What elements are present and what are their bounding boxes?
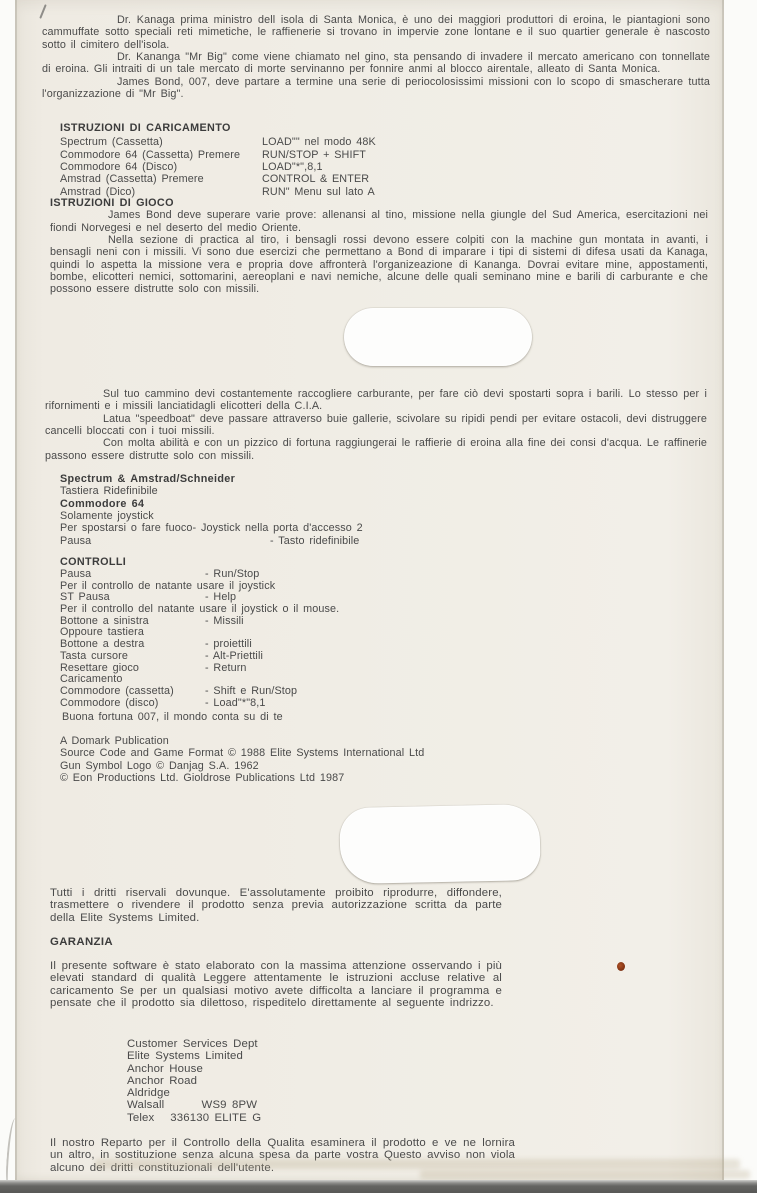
address-line: Elite Systems Limited [127, 1050, 244, 1063]
credit-line: © Eon Productions Ltd. Gioldrose Publications Ltd 1987 [60, 772, 345, 785]
rust-stain [617, 962, 625, 971]
control-action: Per il controllo de natante usare il joystick [60, 579, 276, 592]
warranty-body: Il presente software è stato elaborato con la massima attenzione osservando i più elevati standard di qualità Leggere attentamente le istruzioni accluse relative al caricamento Se per un qualsiasi motivo avete difficolta a lanciare il programma e pensate che il prodotto sia dilettoso, rispeditelo direttamente al seguente indrizzo. [50, 960, 502, 1009]
address-line: Anchor Road [127, 1074, 198, 1087]
rights-notice: Tutti i dritti riservali dovunque. E'assolutamente proibito riprodurre, diffondere, trasmettere o rivendere il prodotto senza previa autorizzazione scritta da parte della Elite Systems Limited. [50, 887, 502, 924]
game-paragraph: Nella sezione di practica al tiro, i bensagli rossi devono essere colpiti con la machine gun montata in avanti, i bensagli neni con i missili. Vi sono due esercizi che permettano a Bond di imparare i tipi di sistemi di difesa usati da Kanaga, quindi lo aspetta la missione vera e propria dove affronterà l'organizeazione di Kananga. Dovrai evitare mine, appostamenti, bombe, elicotteri nemici, sottomarini, aereoplani e navi nemiche, alcune delle quali seminano mine e barili di carburante e che possono essere distrutte solo con missili. [50, 234, 708, 296]
warranty-footer: Il nostro Reparto per il Controllo della Qualita esaminera il prodotto e ve ne lornira un altro, in sostituzione senza alcuna spesa da parte vostra Questo avviso non viola alcuno dei dritti constituzionali dell'utente. [50, 1137, 515, 1174]
address-line: Customer Services Dept [127, 1038, 258, 1050]
control-action: Bottone a sinistra [60, 614, 149, 627]
address-block [127, 1038, 447, 1124]
story-paragraph: James Bond, 007, deve partare a termine una serie di periocolosissimi missioni con lo scopo di smascherare tutta l'organizzazione di "Mr Big". [42, 75, 710, 101]
loading-platform: Commodore 64 (Disco) [60, 161, 178, 174]
control-row [60, 697, 660, 709]
section-loading-instructions [60, 122, 620, 198]
control-key: - Alt-Priettili [205, 649, 263, 662]
platforms-line: Per spostarsi o fare fuoco- Joystick nella porta d'accesso 2 [60, 522, 363, 535]
control-action: Bottone a destra [60, 638, 145, 651]
control-key: - Run/Stop [205, 568, 260, 580]
section-story [42, 14, 710, 100]
loading-row [60, 149, 620, 161]
control-action: ST Pausa [60, 591, 110, 604]
platforms-line: Tastiera Ridefinibile [60, 485, 158, 498]
journey-paragraph: Latua "speedboat" deve passare attraverso buie gallerie, scivolare su ripidi pendi per evitare ostacoli, devi distruggere cancelli bloccati con i tuoi missili. [45, 412, 707, 438]
platforms-heading-spectrum: Spectrum & Amstrad/Schneider [60, 473, 236, 485]
control-key: - proiettili [205, 638, 252, 651]
control-key: - Shift e Run/Stop [205, 684, 298, 697]
story-paragraph: Dr. Kanaga prima ministro dell isola di Santa Monica, è uno dei maggiori produttori di eroina, le piantagioni sono cammuffate sotto speciali reti mimetiche, le raffienerie si trovano in impervie zone lontane e il suo quartier generale è nascosto sotto il cimitero dell'isola. [42, 14, 710, 51]
control-key: - Help [205, 591, 237, 604]
loading-platform: Spectrum (Cassetta) [60, 136, 163, 149]
scan-bottom-band [0, 1180, 757, 1193]
address-line: Anchor House [127, 1062, 203, 1075]
control-action: Resettare gioco [60, 661, 140, 674]
loading-command: RUN/STOP + SHIFT [262, 148, 367, 161]
journey-paragraph: Sul tuo cammino devi costantemente raccogliere carburante, per fare ciò devi spostarti sopra i barili. Lo stesso per i rifornimenti e i missili lanciatidagli elicotteri della C.I.A. [45, 388, 707, 413]
die-cut-hole [339, 804, 541, 884]
control-action: Caricamento [60, 673, 123, 686]
control-key: - Missili [205, 614, 244, 627]
control-action: Per il controllo del natante usare il joystick o il mouse. [60, 603, 340, 616]
section-credits [60, 735, 620, 784]
control-row [60, 638, 660, 650]
control-action: Commodore (cassetta) [60, 684, 174, 697]
section-journey [45, 388, 707, 462]
address-line: Aldridge [127, 1087, 170, 1099]
platforms-pause-label: Pausa [60, 534, 92, 547]
ghost-print-showthrough [420, 1170, 750, 1179]
game-instructions-title: ISTRUZIONI DI GIOCO [50, 197, 174, 209]
control-row [60, 650, 660, 662]
ghost-print-showthrough [95, 1159, 740, 1169]
loading-row [60, 173, 620, 185]
loading-platform: Amstrad (Cassetta) Premere [60, 173, 204, 186]
loading-command: RUN" Menu sul lato A [262, 185, 375, 198]
good-luck-line: Buona fortuna 007, il mondo conta su di te [62, 711, 283, 723]
control-row [60, 615, 660, 627]
credit-line: Gun Symbol Logo © Danjag S.A. 1962 [60, 759, 259, 772]
control-key: - Return [205, 661, 247, 674]
loading-command: LOAD"*",8,1 [262, 161, 323, 174]
control-row [60, 603, 660, 615]
die-cut-hole [344, 308, 532, 366]
section-game-instructions [50, 197, 708, 296]
control-row [60, 568, 660, 580]
story-paragraph: Dr. Kananga "Mr Big" come viene chiamato nel gino, sta pensando di invadere il mercato americano con tonnellate di eroina. Gli intraiti di un tale mercato di morte servinanno per fonnire anmi al blocco airentale, alleato di Santa Monica. [42, 51, 710, 76]
journey-paragraph: Con molta abilità e con un pizzico di fortuna raggiungerai le raffierie di eroina alla fine dei consi d'acqua. Le raffinerie passono essere distrutte solo con missili. [45, 437, 707, 462]
control-action: Commodore (disco) [60, 696, 159, 709]
platforms-heading-c64: Commodore 64 [60, 497, 145, 510]
platforms-pause-value: - Tasto ridefinibile [270, 534, 360, 547]
platforms-line: Solamente joystick [60, 510, 154, 523]
address-line: Telex 336130 ELITE G [127, 1111, 262, 1124]
control-row [60, 685, 660, 697]
control-key: - Load"*"8,1 [205, 696, 266, 709]
loading-platform: Commodore 64 (Cassetta) Premere [60, 148, 241, 161]
loading-title: ISTRUZIONI DI CARICAMENTO [60, 122, 231, 134]
control-row [60, 580, 660, 592]
platforms-pause-row [60, 535, 620, 547]
loading-command: CONTROL & ENTER [262, 173, 370, 186]
controls-title: CONTROLLI [60, 556, 127, 568]
control-action: Oppoure tastiera [60, 626, 144, 639]
loading-command: LOAD"" nel modo 48K [262, 136, 376, 149]
credit-line: Source Code and Game Format © 1988 Elite Systems International Ltd [60, 747, 425, 760]
control-action: Pausa [60, 568, 92, 580]
section-controls [60, 556, 660, 708]
control-row [60, 591, 660, 603]
loading-row [60, 136, 620, 148]
loading-platform: Amstrad (Dico) [60, 185, 136, 198]
loading-row [60, 161, 620, 173]
credit-line: A Domark Publication [60, 735, 169, 747]
address-line: Walsall WS9 8PW [127, 1099, 258, 1112]
paper-left-fold-edge [15, 0, 17, 1181]
paper-right-fold-edge [722, 0, 724, 1181]
control-row [60, 626, 660, 638]
control-action: Tasta cursore [60, 649, 128, 662]
control-row [60, 673, 660, 685]
game-paragraph: James Bond deve superare varie prove: allenansi al tino, missione nella giungle del Sud America, esercitazioni nei fiondi Norvegesi e nel deserto del medio Oriente. [50, 209, 708, 234]
warranty-title: GARANZIA [50, 936, 113, 948]
section-platforms [60, 473, 620, 547]
control-row [60, 662, 660, 674]
